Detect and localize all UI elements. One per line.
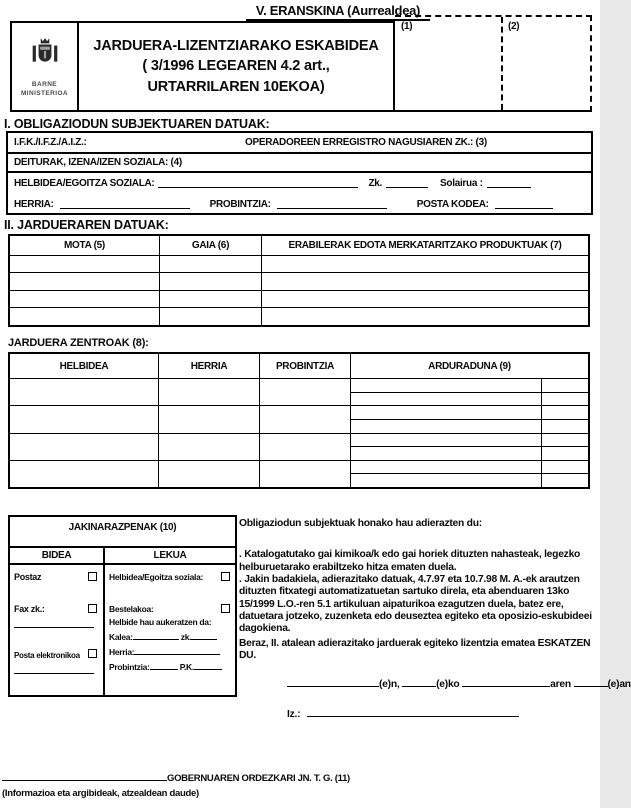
table-cell[interactable] (10, 434, 158, 461)
table-cell[interactable] (260, 434, 350, 461)
stamp-box-1-label: (1) (401, 21, 413, 32)
channel-header: BIDEA (10, 548, 105, 563)
table-cell[interactable] (351, 406, 542, 419)
town-field[interactable] (60, 200, 190, 209)
coat-of-arms-icon (32, 37, 58, 72)
other-address-label: Bestelakoa: (109, 604, 154, 614)
operators-registry-label: OPERADOREEN ERREGISTRO NAGUSIAREN ZK.: (3) (245, 137, 487, 148)
notif-postal-label: P.K. (179, 662, 194, 672)
signature-label: Iz.: (287, 708, 301, 720)
activity-col-gaia: GAIA (6) (160, 236, 262, 256)
checkbox-email[interactable] (88, 649, 97, 658)
checkbox-other-address[interactable] (221, 604, 230, 613)
declaration-p2: . Jakin badakiela, adierazitako datuak, 4.7.97 eta 10.7.98 M. A.-ek arautzen dituzten fitxategi automatizatuetan sartuko direla, eta abenduaren 13ko 15/1999 L.O.-ren 5.1 artikuluan aipaturikoa ezagutzen duela, batez ere, datuetara jotzeko, zuzenketa edo deuseztea egiteko eta oposizio-eskubideei dagokiena. (239, 574, 592, 635)
table-cell[interactable] (542, 474, 588, 487)
activity-col-erabilerak: ERABILERAK EDOTA MERKATARITZAKO PRODUKTUAK (7) (262, 236, 588, 256)
floor-label: Solairua : (440, 178, 483, 189)
form-footer (2, 772, 350, 799)
number-label: Zk. (368, 178, 383, 189)
table-cell[interactable] (10, 461, 158, 487)
activity-table (8, 234, 590, 327)
choose-address-label: Helbide hau aukeratzen da: (109, 617, 212, 627)
ministry-name-line2: MINISTERIOA (20, 90, 68, 97)
addressee-line (2, 772, 350, 784)
form-header (10, 21, 395, 112)
table-cell[interactable] (260, 461, 350, 487)
table-cell[interactable] (542, 393, 588, 406)
table-cell[interactable] (160, 256, 262, 273)
province-label: PROBINTZIA: (209, 199, 271, 210)
ministry-name-line1: BARNE (31, 80, 58, 88)
notif-town-field[interactable] (134, 646, 220, 655)
postal-code-field[interactable] (495, 200, 553, 209)
form-title-line3: URTARRILAREN 10EKOA) (147, 78, 325, 95)
ministry-logo-cell (12, 23, 79, 110)
table-cell[interactable] (260, 406, 350, 433)
day-field[interactable] (574, 678, 608, 687)
table-cell[interactable] (351, 447, 542, 460)
table-cell[interactable] (10, 291, 160, 308)
section2-title: II. JARDUERAREN DATUAK: (4, 218, 169, 232)
declaration (239, 518, 631, 721)
date-line (239, 678, 631, 691)
table-cell[interactable] (160, 291, 262, 308)
table-cell[interactable] (262, 291, 588, 308)
signature-field[interactable] (307, 708, 519, 717)
section1-title: I. OBLIGAZIODUN SUBJEKTUAREN DATUAK: (4, 117, 270, 131)
table-cell[interactable] (262, 256, 588, 273)
notifications-title: JAKINARAZPENAK (10) (10, 517, 235, 548)
fax-number-field[interactable] (14, 619, 94, 628)
addressee-label: GOBERNUAREN ORDEZKARI JN. T. G. (11) (167, 773, 350, 784)
notif-town-label: Herria: (109, 647, 135, 657)
place-column (105, 565, 235, 695)
notif-province-field[interactable] (150, 661, 178, 670)
date-en-label: (e)n, (379, 679, 400, 691)
checkbox-fax[interactable] (88, 604, 97, 613)
table-cell[interactable] (351, 379, 542, 392)
notif-postal-field[interactable] (194, 661, 222, 670)
centers-table (8, 352, 590, 489)
stamp-box-2-label: (2) (508, 21, 520, 32)
registered-address-label: Helbidea/Egoitza soziala: (109, 572, 204, 582)
notif-province-label: Probintzia: (109, 662, 150, 672)
table-cell[interactable] (260, 379, 350, 406)
centers-col-arduraduna: ARDURADUNA (9) (351, 354, 588, 379)
postal-code-label: POSTA KODEA: (416, 199, 489, 210)
number-field[interactable] (386, 179, 428, 188)
table-cell[interactable] (160, 308, 262, 325)
date-eko-label: (e)ko (436, 679, 460, 691)
table-cell[interactable] (10, 308, 160, 325)
fax-label: Fax zk.: (14, 604, 45, 614)
floor-field[interactable] (487, 179, 531, 188)
declaration-p3: Beraz, II. atalean adierazitako jarduerak egiteko lizentzia ematea ESKATZEN DU. (239, 637, 591, 662)
table-cell[interactable] (542, 447, 588, 460)
table-cell[interactable] (10, 273, 160, 290)
table-cell[interactable] (351, 474, 542, 487)
street-number-label: zk. (180, 632, 192, 642)
centers-col-probintzia: PROBINTZIA (260, 354, 350, 379)
place-header: LEKUA (153, 550, 187, 561)
table-cell[interactable] (159, 434, 259, 461)
table-cell[interactable] (542, 420, 588, 433)
year-field[interactable] (402, 678, 436, 687)
date-aren-label: aren (550, 679, 571, 691)
table-cell[interactable] (10, 379, 158, 406)
table-cell[interactable] (159, 461, 259, 487)
stamp-box-divider (501, 17, 503, 110)
address-field[interactable] (158, 179, 358, 188)
table-cell[interactable] (351, 461, 542, 474)
tax-id-label: I.F.K./I.F.Z./A.I.Z.: (14, 137, 87, 148)
table-cell[interactable] (542, 379, 588, 392)
declaration-intro: Obligaziodun subjektuak honako hau adierazten du: (239, 518, 482, 529)
table-cell[interactable] (542, 461, 588, 474)
name-label: DEITURAK, IZENA/IZEN SOZIALA: (4) (14, 157, 182, 168)
date-ean-label: (e)an (607, 679, 631, 691)
centers-title: JARDUERA ZENTROAK (8): (8, 337, 149, 349)
notif-province-line (109, 661, 222, 672)
table-cell[interactable] (160, 273, 262, 290)
addressee-field[interactable] (2, 772, 167, 781)
place-field[interactable] (287, 678, 379, 687)
form-title-line2: ( 3/1996 LEGEAREN 4.2 art., (142, 58, 330, 75)
centers-col-helbidea: HELBIDEA (10, 354, 158, 379)
declaration-p1: . Katalogatutako gai kimikoa/k edo gai horiek dituzten nahasteak, legezko helburuetarako erabiltzeko hitza ematen duela. (239, 549, 581, 573)
activity-col-mota: MOTA (5) (10, 236, 160, 256)
table-cell[interactable] (262, 273, 588, 290)
annex-title: V. ERANSKINA (Aurrealdea) (246, 3, 430, 21)
footer-note: (Informazioa eta argibideak, atzealdean daude) (2, 788, 199, 799)
table-cell[interactable] (159, 406, 259, 433)
signature-line (239, 708, 594, 721)
table-cell[interactable] (351, 434, 542, 447)
street-number-field[interactable] (191, 631, 217, 640)
form-title-line1: JARDUERA-LIZENTZIARAKO ESKABIDEA (93, 38, 379, 55)
address-label: HELBIDEA/EGOITZA SOZIALA: (14, 178, 155, 189)
table-cell[interactable] (262, 308, 588, 325)
checkbox-post[interactable] (88, 572, 97, 581)
notif-town-line (109, 646, 220, 657)
table-cell[interactable] (10, 406, 158, 433)
stamp-boxes (395, 15, 592, 112)
centers-col-herria: HERRIA (159, 354, 259, 379)
street-line (109, 631, 217, 642)
province-field[interactable] (277, 200, 387, 209)
notifications-box (8, 515, 237, 697)
table-cell[interactable] (542, 406, 588, 419)
table-cell[interactable] (542, 434, 588, 447)
post-label: Postaz (14, 572, 42, 582)
table-cell[interactable] (351, 420, 542, 433)
street-label: Kalea: (109, 632, 133, 642)
form-title (79, 23, 393, 110)
table-cell[interactable] (159, 379, 259, 406)
town-label: HERRIA: (14, 199, 54, 210)
table-cell[interactable] (351, 393, 542, 406)
street-field[interactable] (133, 631, 179, 640)
email-field[interactable] (14, 665, 94, 674)
section1-box (6, 131, 593, 215)
channel-column (10, 565, 105, 695)
checkbox-registered-address[interactable] (221, 572, 230, 581)
email-label: Posta elektronikoa (14, 651, 80, 660)
table-cell[interactable] (10, 256, 160, 273)
month-field[interactable] (462, 678, 550, 687)
